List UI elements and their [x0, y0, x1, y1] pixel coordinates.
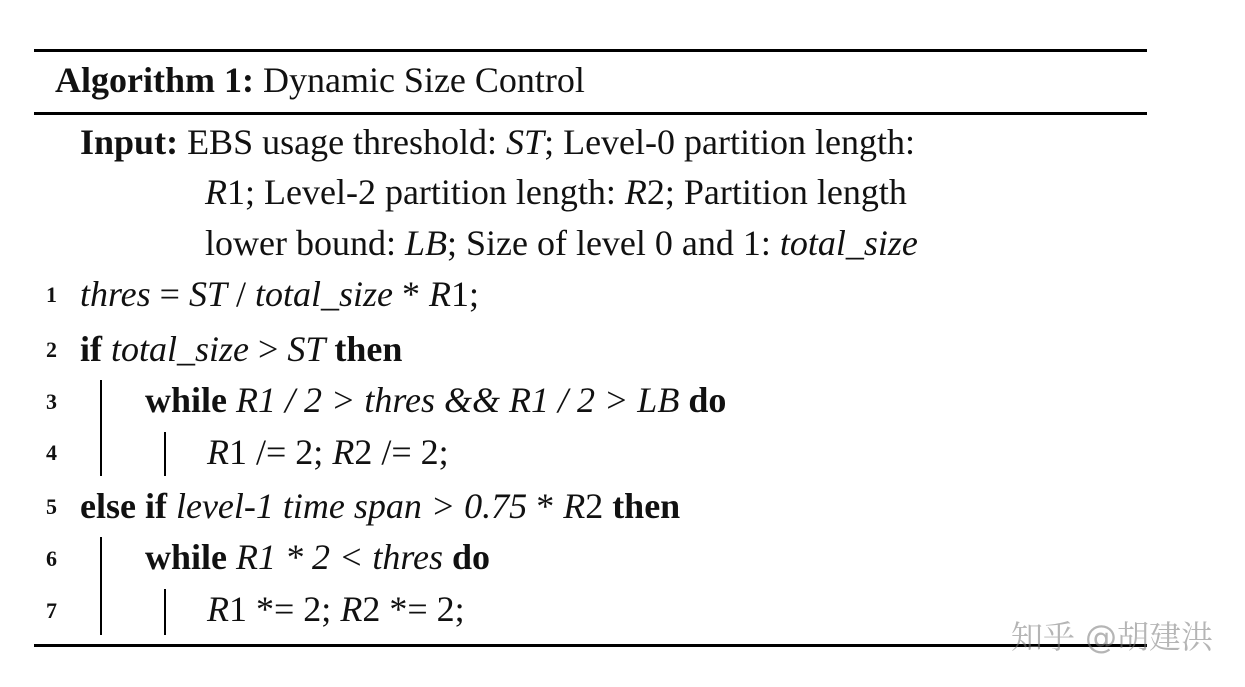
code-var: R [236, 380, 259, 420]
line-number: 6 [46, 546, 57, 571]
code-var: R [509, 380, 531, 420]
code-var: R [563, 486, 586, 526]
input-var: LB [404, 223, 447, 263]
code-var: R [207, 589, 229, 629]
input-text: ; Size of level 0 and 1: [446, 223, 780, 263]
line-number: 4 [46, 440, 57, 465]
code-var: level-1 time span > 0.75 [175, 486, 528, 526]
indent-bar-while [164, 432, 166, 476]
bottom-rule [34, 644, 1147, 647]
code-var: R [429, 274, 452, 314]
algorithm-title [55, 58, 585, 102]
code-keyword: do [451, 537, 491, 577]
input-var: R [205, 172, 227, 212]
code-keyword: then [612, 486, 681, 526]
code-keyword: then [334, 329, 403, 369]
code-op: = [150, 274, 189, 314]
indent-bar-elseif [100, 537, 102, 635]
input-var: R [624, 172, 647, 212]
code-op: / [227, 274, 256, 314]
code-var: R [236, 537, 259, 577]
code-keyword: if [80, 329, 102, 369]
code-var: thres [372, 537, 443, 577]
input-line-2 [205, 170, 907, 214]
watermark: 知乎 @胡建洪 [1010, 618, 1213, 656]
algorithm-name: Dynamic Size Control [262, 60, 585, 100]
code-line-1 [80, 272, 479, 316]
code-op: 1 / 2 > [531, 380, 638, 420]
code-var: thres [364, 380, 435, 420]
code-var: total_size [255, 274, 394, 314]
input-var: ST [506, 122, 545, 162]
indent-bar-if [100, 380, 102, 476]
code-var: ST [287, 329, 326, 369]
code-keyword: while [145, 537, 228, 577]
code-op: && [434, 380, 509, 420]
title-rule [34, 112, 1147, 115]
code-keyword: while [145, 380, 228, 420]
input-var: total_size [779, 223, 918, 263]
code-var: thres [80, 274, 151, 314]
code-line-3 [145, 378, 726, 422]
code-op: 1 *= 2; [229, 589, 341, 629]
input-text: lower bound: [205, 223, 405, 263]
code-line-6 [145, 535, 490, 579]
code-var: LB [637, 380, 680, 420]
code-line-5 [80, 484, 680, 528]
line-number: 7 [46, 598, 57, 623]
code-line-7 [207, 587, 465, 631]
code-op: * [393, 274, 430, 314]
code-op: 1; [451, 274, 480, 314]
code-keyword: do [688, 380, 727, 420]
code-var: R [207, 432, 229, 472]
code-var: total_size [111, 329, 250, 369]
code-op: 2 /= 2; [354, 432, 449, 472]
line-number: 5 [46, 494, 57, 519]
input-line-3 [205, 221, 918, 265]
line-number: 3 [46, 389, 57, 414]
code-op: 1 /= 2; [229, 432, 333, 472]
input-text: 2; Partition length [646, 172, 907, 212]
code-op: * [527, 486, 564, 526]
code-op: 2 [585, 486, 604, 526]
code-op: > [249, 329, 288, 369]
code-line-4 [207, 430, 449, 474]
indent-bar-while [164, 589, 166, 635]
code-op: 1 * 2 < [258, 537, 373, 577]
input-text: ; Level-0 partition length: [544, 122, 915, 162]
input-label: Input: [80, 122, 179, 162]
code-keyword: else if [80, 486, 167, 526]
line-number: 1 [46, 282, 57, 307]
algorithm-label: Algorithm 1: [55, 60, 254, 100]
input-text: EBS usage threshold: [187, 122, 507, 162]
code-op: 2 *= 2; [362, 589, 465, 629]
code-var: ST [188, 274, 228, 314]
input-line-1 [80, 120, 915, 164]
code-var: R [332, 432, 355, 472]
code-op: 1 / 2 > [258, 380, 365, 420]
top-rule [34, 49, 1147, 52]
input-text: 1; Level-2 partition length: [227, 172, 625, 212]
code-line-2 [80, 327, 402, 371]
code-var: R [340, 589, 363, 629]
line-number: 2 [46, 337, 57, 362]
